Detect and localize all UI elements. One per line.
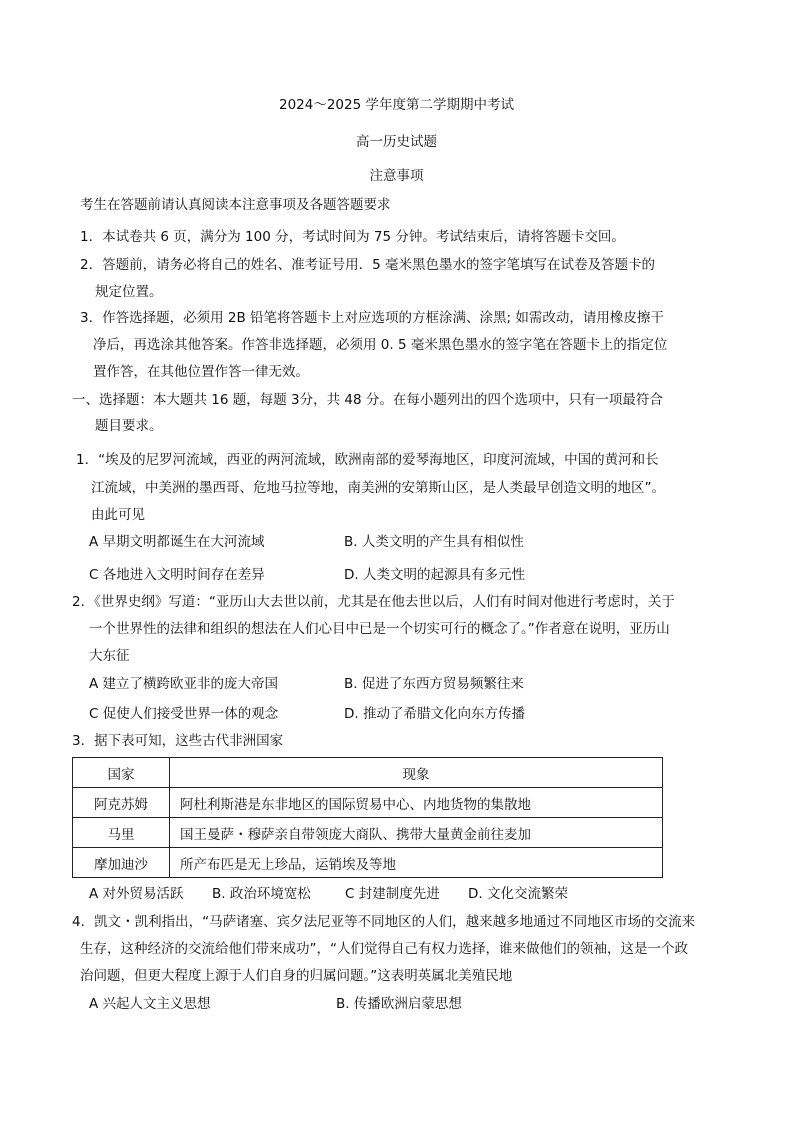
question-3-table [72,757,663,878]
question-1-stem-cont1: 江流域，中美洲的墨西哥、危地马拉等地，南美洲的安第斯山区，是人类最早创造文明的地区”。 [91,480,665,496]
exam-title: 2024～2025 学年度第二学期期中考试 [278,97,514,113]
question-4-stem-cont2: 治问题，但更大程度上源于人们自身的归属问题。”这表明英属北美殖民地 [80,968,513,984]
notice-item-3-cont2: 置作答，在其他位置作答一律无效。 [93,364,309,380]
question-1-option-b: B. 人类文明的产生具有相似性 [344,534,524,550]
question-4-stem-cont1: 生存，这种经济的交流给他们带来成功”，“人们觉得自己有权力选择，谁来做他们的领袖，这是一个政 [80,941,688,957]
question-1-option-d: D. 人类文明的起源具有多元性 [344,567,525,583]
table-cell-country: 阿克苏姆 [73,788,170,818]
section-heading-cont: 题目要求。 [95,418,163,434]
question-2-stem-cont2: 大东征 [89,648,130,664]
table-row [73,818,663,848]
question-3-option-d: D. 文化交流繁荣 [468,886,568,902]
question-2-option-a: A 建立了横跨欧亚非的庞大帝国 [89,676,279,692]
question-1-stem-cont2: 由此可见 [91,507,145,523]
question-4-option-a: A 兴起人文主义思想 [89,996,211,1012]
notice-intro: 考生在答题前请认真阅读本注意事项及各题答题要求 [80,197,391,213]
table-cell-phenomenon: 所产布匹是无上珍品，运销埃及等地 [170,848,663,878]
notice-item-3-cont1: 净后，再选涂其他答案。作答非选择题，必须用 0. 5 毫米黑色墨水的签字笔在答题卡上的指定位 [93,337,668,353]
question-2-stem-cont1: 一个世界性的法律和组织的想法在人们心目中已是一个切实可行的概念了。”作者意在说明，亚历山 [89,621,670,637]
question-3-option-b: B. 政治环境宽松 [212,886,311,902]
notice-item-3: 3．作答选择题，必须用 2B 铅笔将答题卡上对应选项的方框涂满、涂黑; 如需改动，请用橡皮擦干 [80,310,664,326]
notice-title: 注意事项 [369,168,424,184]
question-1-stem: 1．“埃及的尼罗河流域，西亚的两河流域，欧洲南部的爱琴海地区，印度河流域，中国的黄河和长 [76,452,659,468]
table-row [73,848,663,878]
question-2-option-b: B. 促进了东西方贸易频繁往来 [344,676,524,692]
question-2-option-d: D. 推动了希腊文化向东方传播 [344,706,525,722]
question-3-option-c: C 封建制度先进 [345,886,440,902]
question-3-option-a: A 对外贸易活跃 [89,886,184,902]
table-cell-country: 马里 [73,818,170,848]
table-cell-phenomenon: 国王曼萨・穆萨亲自带领庞大商队、携带大量黄金前往麦加 [170,818,663,848]
question-3-stem: 3．据下表可知，这些古代非洲国家 [72,733,284,749]
table-header-country: 国家 [73,758,170,788]
question-1-option-a: A 早期文明都诞生在大河流域 [89,534,265,550]
question-2-option-c: C 促使人们接受世界一体的观念 [89,706,279,722]
notice-item-1: 1．本试卷共 6 页，满分为 100 分，考试时间为 75 分钟。考试结束后，请将答题卡交回。 [80,229,625,245]
table-cell-phenomenon: 阿杜利斯港是东非地区的国际贸易中心、内地货物的集散地 [170,788,663,818]
table-header-row [73,758,663,788]
question-4-stem: 4．凯文・凯利指出，“马萨诸塞、宾夕法尼亚等不同地区的人们，越来越多地通过不同地区市场的交流来 [72,914,696,930]
table-cell-country: 摩加迪沙 [73,848,170,878]
question-4-option-b: B. 传播欧洲启蒙思想 [336,996,462,1012]
table-header-phenomenon: 现象 [170,758,663,788]
table-row [73,788,663,818]
question-1-option-c: C 各地进入文明时间存在差异 [89,567,265,583]
subject-title: 高一历史试题 [356,134,437,150]
notice-item-2-cont: 规定位置。 [95,284,163,300]
notice-item-2: 2．答题前，请务必将自己的姓名、准考证号用．5 毫米黑色墨水的签字笔填写在试卷及答题卡的 [80,257,655,273]
section-heading: 一、选择题：本大题共 16 题，每题 3分，共 48 分。在每小题列出的四个选项中，只有一项最符合 [72,392,663,408]
question-2-stem: 2．《世界史纲》写道：“亚历山大去世以前，尤其是在他去世以后，人们有时间对他进行考虑时，关于 [72,594,675,610]
